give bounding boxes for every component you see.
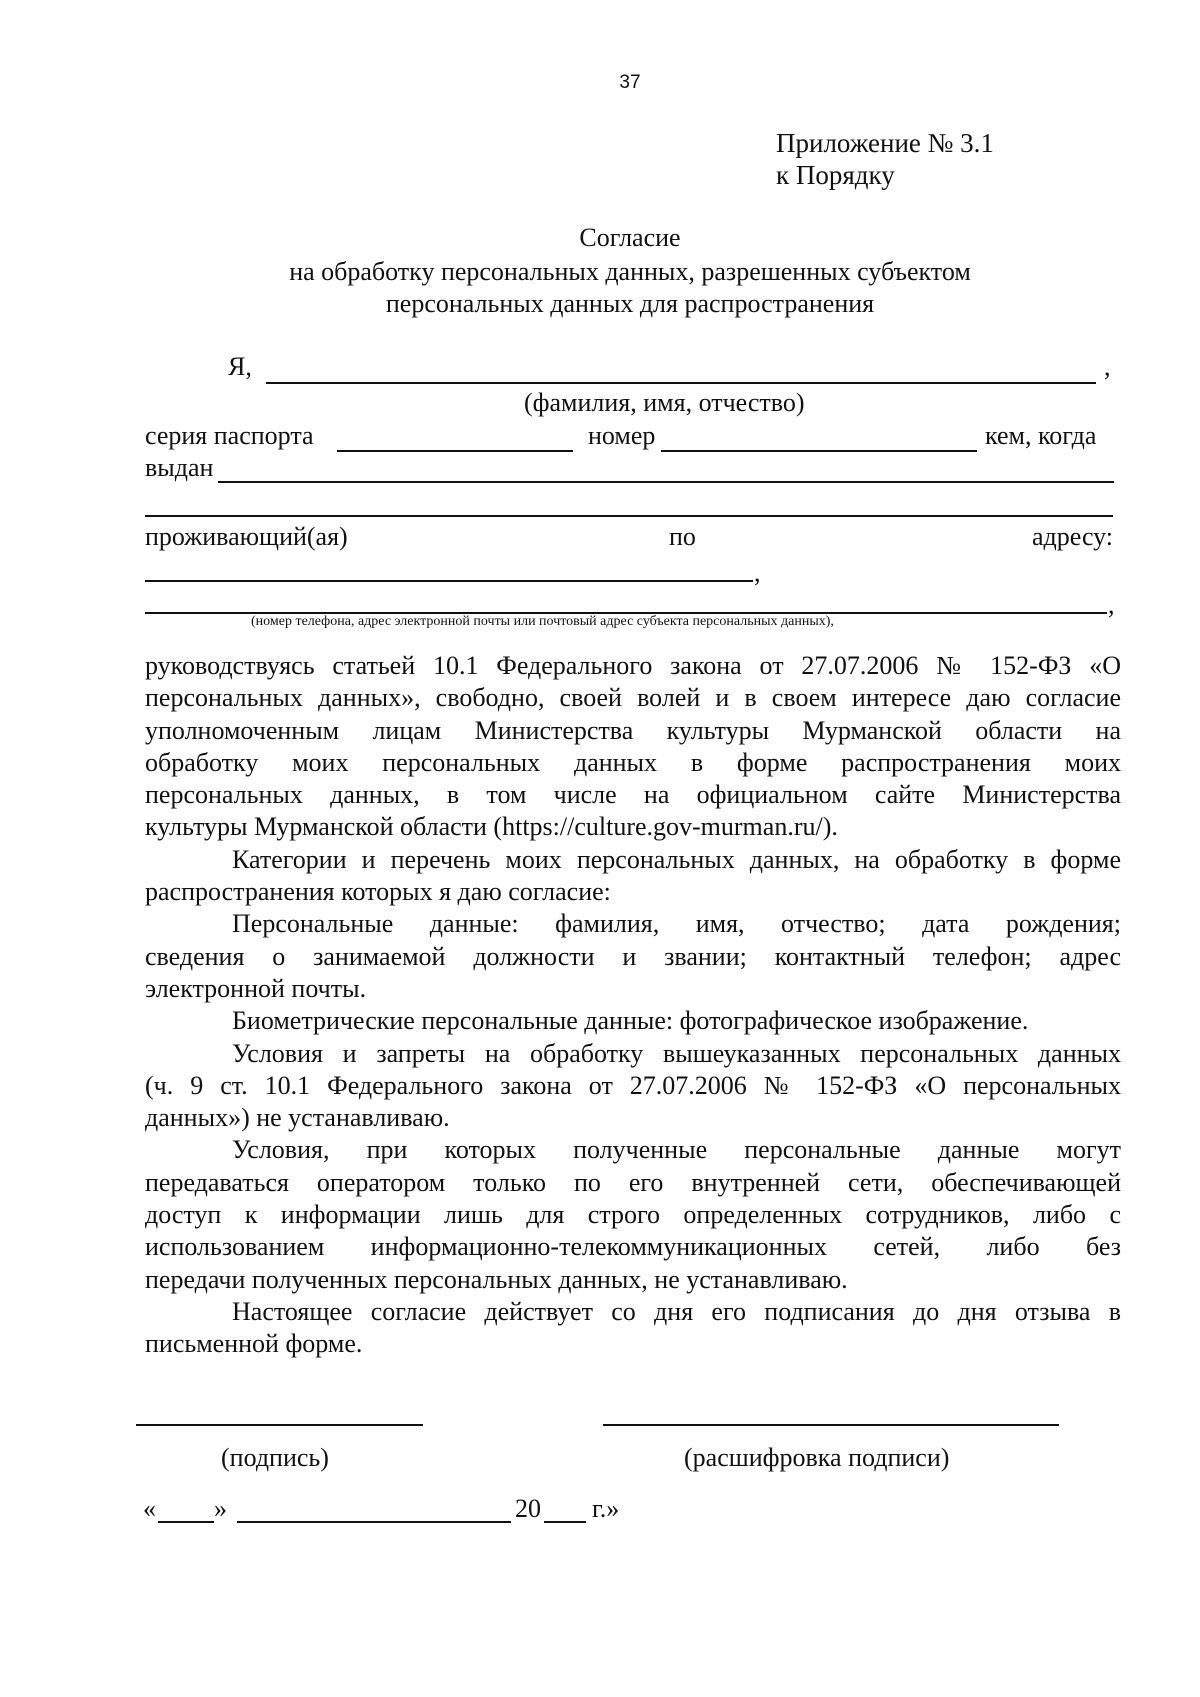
paragraph-6-line: доступ к информации лишь для строго определенных сотрудников, либо с — [145, 1200, 1121, 1230]
document-subtitle-1: на обработку персональных данных, разрешенных субъектом — [289, 257, 971, 286]
page-number: 37 — [619, 72, 641, 93]
signature-field-line[interactable] — [136, 1424, 423, 1426]
paragraph-2-line: распространения которых я даю согласие: — [145, 877, 611, 907]
comma-3: , — [1108, 590, 1115, 619]
paragraph-7-line: Настоящее согласие действует со дня его подписания до дня отзыва в — [232, 1296, 1121, 1326]
paragraph-4-line: Биометрические персональные данные: фотографическое изображение. — [232, 1006, 1029, 1036]
paragraph-7-line: письменной форме. — [145, 1329, 363, 1359]
year-prefix: 20 — [515, 1494, 541, 1523]
signature-caption: (подпись) — [221, 1443, 329, 1472]
passport-series-label: серия паспорта — [145, 421, 314, 450]
passport-number-label: номер — [588, 421, 656, 450]
paragraph-5-line: данных») не устанавливаю. — [145, 1103, 450, 1133]
paragraph-1-line: персональных данных», свободно, своей волей и в своем интересе даю согласие — [145, 683, 1121, 713]
at-label: по — [669, 522, 696, 551]
paragraph-1-line: персональных данных, в том числе на официальном сайте Министерства — [145, 780, 1121, 810]
paragraph-5-line: Условия и запреты на обработку вышеуказанных персональных данных — [232, 1038, 1121, 1068]
document-title: Согласие — [579, 223, 681, 252]
passport-number-field-line[interactable] — [661, 450, 977, 452]
address-field-line[interactable] — [145, 580, 753, 582]
date-year-field-line[interactable] — [544, 1521, 586, 1523]
paragraph-1-line: руководствуясь статьей 10.1 Федерального закона от 27.07.2006 № 152-ФЗ «О — [145, 651, 1121, 680]
issued-field-line-2[interactable] — [145, 515, 1113, 517]
issued-label: выдан — [145, 453, 214, 482]
paragraph-6-line: Условия, при которых полученные персональные данные могут — [232, 1135, 1121, 1165]
document-subtitle-2: персональных данных для распространения — [385, 289, 875, 318]
paragraph-1 — [145, 650, 1121, 1361]
residing-label: проживающий(ая) — [145, 522, 348, 551]
paragraph-3-line: электронной почты. — [145, 973, 367, 1003]
paragraph-3-line: Персональные данные: фамилия, имя, отчество; дата рождения; — [232, 909, 1121, 939]
fio-field-line[interactable] — [266, 382, 1096, 384]
issued-field-line[interactable] — [218, 481, 1114, 483]
date-close-quote: » — [214, 1494, 227, 1523]
comma-1: , — [1104, 352, 1111, 381]
fio-caption: (фамилия, имя, отчество) — [524, 388, 805, 417]
paragraph-5-line: (ч. 9 ст. 10.1 Федерального закона от 27.07.2006 № 152-ФЗ «О персональных — [145, 1070, 1121, 1100]
address-label: адресу: — [1032, 522, 1114, 551]
contacts-caption: (номер телефона, адрес электронной почты или почтовый адрес субъекта персональных данных), — [251, 614, 834, 629]
paragraph-6-line: передачи полученных персональных данных, не устанавливаю. — [145, 1264, 848, 1294]
issued-by-when-label: кем, когда — [985, 421, 1097, 450]
date-day-field-line[interactable] — [158, 1521, 214, 1523]
date-open-quote: « — [143, 1494, 156, 1523]
appendix-line-1: Приложение № 3.1 — [776, 128, 994, 158]
paragraph-1-line: обработку моих персональных данных в форме распространения моих — [145, 747, 1121, 777]
comma-2: , — [754, 558, 761, 587]
passport-series-field-line[interactable] — [337, 450, 573, 452]
signature-decode-caption: (расшифровка подписи) — [684, 1443, 950, 1472]
paragraph-2-line: Категории и перечень моих персональных данных, на обработку в форме — [232, 844, 1121, 874]
signature-decode-field-line[interactable] — [603, 1424, 1059, 1426]
paragraph-1-line: культуры Мурманской области (https://culture.gov-murman.ru/). — [145, 812, 838, 842]
date-month-field-line[interactable] — [237, 1521, 511, 1523]
appendix-line-2: к Порядку — [776, 160, 895, 190]
paragraph-6-line: использованием информационно-телекоммуникационных сетей, либо без — [145, 1232, 1121, 1262]
year-suffix: г.» — [592, 1494, 620, 1523]
paragraph-3-line: сведения о занимаемой должности и звании; контактный телефон; адрес — [145, 941, 1121, 971]
i-label: Я, — [228, 352, 252, 381]
paragraph-6-line: передаваться оператором только по его внутренней сети, обеспечивающей — [145, 1167, 1121, 1197]
paragraph-1-line: уполномоченным лицам Министерства культуры Мурманской области на — [145, 715, 1121, 745]
